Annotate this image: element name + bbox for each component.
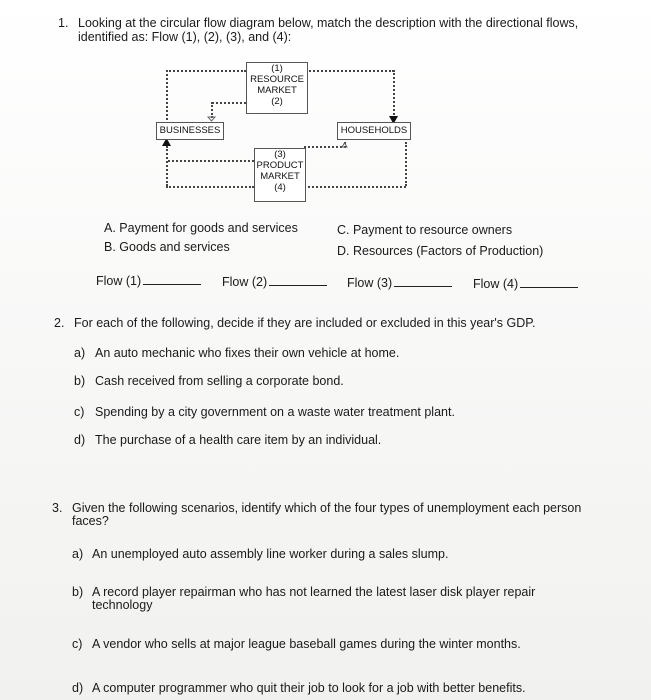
answer-blank[interactable] bbox=[520, 277, 578, 288]
product-market-box bbox=[254, 148, 306, 202]
flow-4-label: (4) bbox=[274, 182, 286, 193]
flow-2-answer[interactable] bbox=[222, 275, 327, 289]
flow-3-label: (3) bbox=[274, 149, 286, 160]
q1-prompt-line1: Looking at the circular flow diagram below, match the description with the directional flows, bbox=[78, 16, 579, 30]
q2-item-d: The purchase of a health care item by an individual. bbox=[95, 433, 382, 447]
flow-2-label: (2) bbox=[271, 96, 283, 107]
q3-item-c: A vendor who sells at major league baseball games during the winter months. bbox=[92, 637, 521, 651]
q3-number: 3. bbox=[52, 501, 63, 515]
q3-prompt-line2: faces? bbox=[72, 514, 109, 528]
q3-item-a: An unemployed auto assembly line worker during a sales slump. bbox=[92, 547, 449, 561]
market-label: MARKET bbox=[260, 171, 300, 182]
q2-item-a: An auto mechanic who fixes their own vehicle at home. bbox=[95, 346, 400, 360]
product-label: PRODUCT bbox=[256, 160, 304, 171]
resource-label: RESOURCE bbox=[250, 74, 304, 85]
option-d: D. Resources (Factors of Production) bbox=[337, 244, 544, 258]
q2-item-a-label: a) bbox=[74, 346, 86, 360]
flow-4-text: Flow (4) bbox=[473, 277, 519, 291]
q3-item-b-line2: technology bbox=[92, 598, 153, 612]
households-box bbox=[337, 122, 411, 140]
q3-item-d: A computer programmer who quit their job to look for a job with better benefits. bbox=[92, 681, 526, 695]
businesses-label: BUSINESSES bbox=[159, 125, 221, 136]
flow-1-label: (1) bbox=[271, 63, 283, 74]
flow-1-text: Flow (1) bbox=[96, 274, 142, 288]
arrow-down-small-icon bbox=[208, 117, 215, 121]
q3-item-a-label: a) bbox=[72, 547, 84, 561]
flow-2-text: Flow (2) bbox=[222, 275, 268, 289]
flow-1-answer[interactable] bbox=[96, 274, 201, 288]
option-c: C. Payment to resource owners bbox=[337, 223, 513, 237]
q1-prompt-line2: identified as: Flow (1), (2), (3), and (4): bbox=[78, 30, 292, 44]
q3-item-d-label: d) bbox=[72, 681, 84, 695]
answer-blank[interactable] bbox=[143, 274, 201, 285]
answer-blank[interactable] bbox=[394, 276, 452, 287]
q3-item-b: A record player repairman who has not learned the latest laser disk player repair bbox=[92, 585, 536, 599]
q2-item-b: Cash received from selling a corporate bond. bbox=[95, 374, 344, 388]
option-a: A. Payment for goods and services bbox=[104, 221, 298, 235]
flow-3-text: Flow (3) bbox=[347, 276, 393, 290]
households-label: HOUSEHOLDS bbox=[340, 125, 408, 136]
arrow-up-small-icon bbox=[342, 143, 347, 147]
market-label: MARKET bbox=[257, 85, 297, 96]
q1-number: 1. bbox=[58, 16, 69, 30]
flow-4-answer[interactable] bbox=[473, 277, 578, 291]
q2-prompt: For each of the following, decide if they are included or excluded in this year's GDP. bbox=[74, 316, 536, 330]
flow-3-answer[interactable] bbox=[347, 276, 452, 290]
q3-item-b-label: b) bbox=[72, 585, 84, 599]
q2-item-c: Spending by a city government on a waste water treatment plant. bbox=[95, 405, 455, 419]
q3-prompt-line1: Given the following scenarios, identify which of the four types of unemployment each person bbox=[72, 501, 582, 515]
resource-market-box bbox=[246, 62, 308, 114]
q2-item-c-label: c) bbox=[74, 405, 85, 419]
businesses-box bbox=[156, 122, 224, 140]
q2-item-d-label: d) bbox=[74, 433, 86, 447]
q2-item-b-label: b) bbox=[74, 374, 86, 388]
q3-item-c-label: c) bbox=[72, 637, 83, 651]
q2-number: 2. bbox=[54, 316, 65, 330]
option-b: B. Goods and services bbox=[104, 240, 230, 254]
answer-blank[interactable] bbox=[269, 275, 327, 286]
